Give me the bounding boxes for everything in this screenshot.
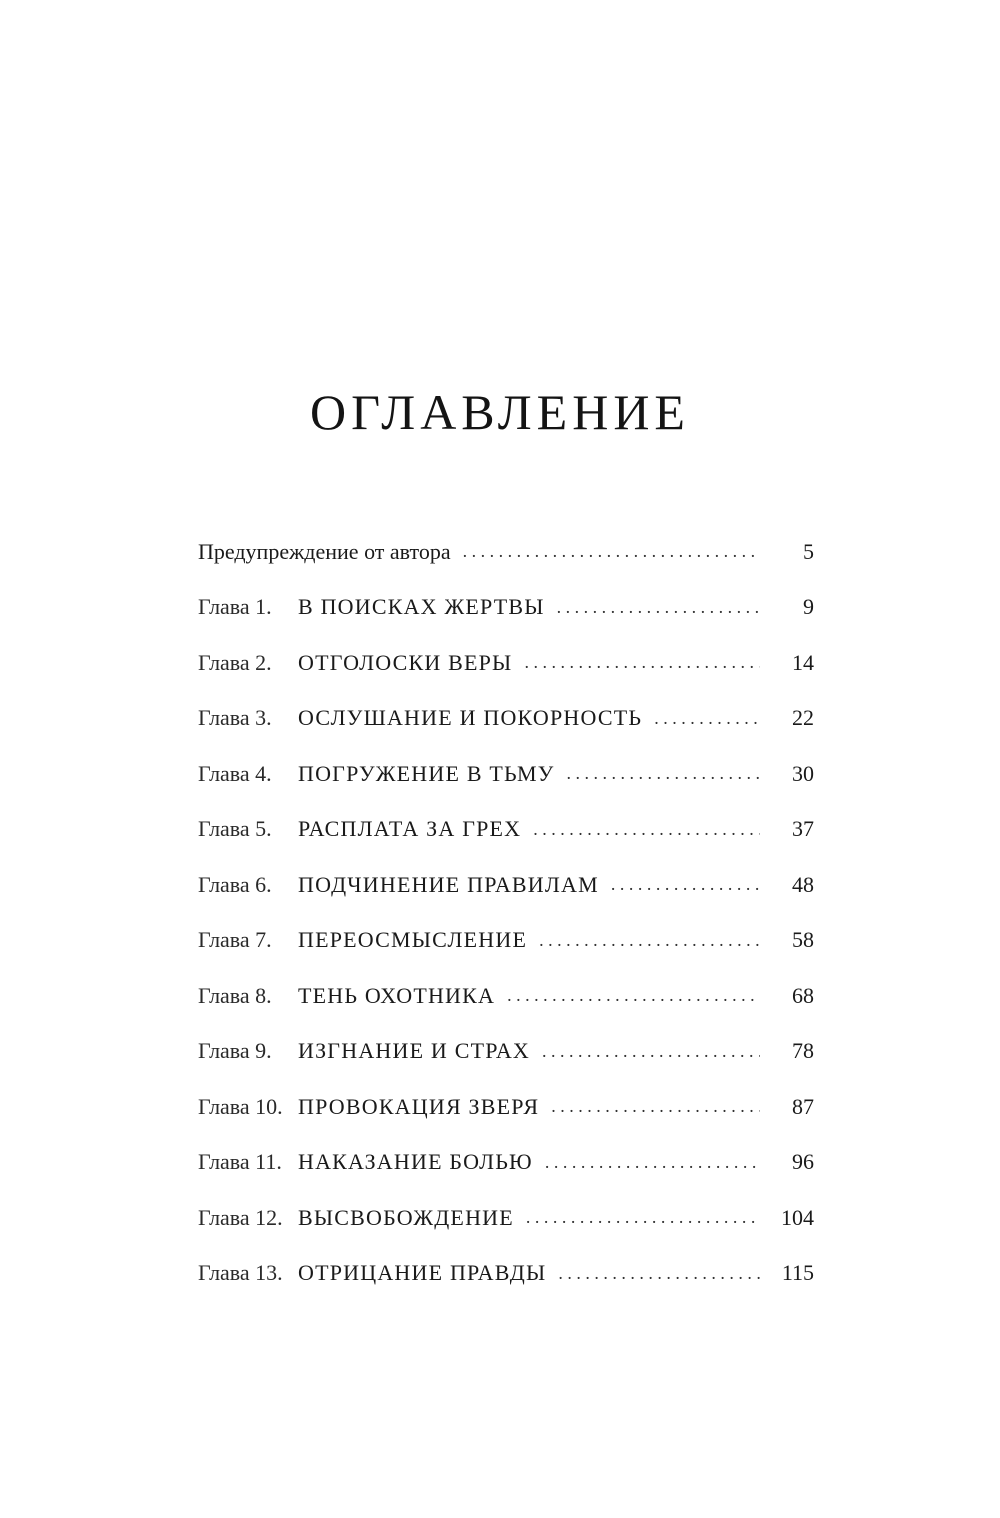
toc-row-chapter[interactable] [198,635,814,691]
page-number: 14 [792,649,814,675]
toc-row-chapter[interactable] [198,968,814,1024]
dot-leader [539,930,760,951]
chapter-label: Глава 10. [198,1093,283,1119]
chapter-title: ТЕНЬ ОХОТНИКА [298,982,496,1008]
page-number: 115 [781,1260,814,1286]
toc-row-chapter[interactable] [198,691,814,747]
page-number: 58 [792,927,814,953]
toc-entry [198,1038,774,1064]
page-number: 37 [792,816,814,842]
dot-leader [551,1096,760,1117]
chapter-title: ОСЛУШАНИЕ И ПОКОРНОСТЬ [298,705,643,731]
chapter-title: РАСПЛАТА ЗА ГРЕХ [298,816,522,842]
toc-row-chapter[interactable] [198,857,814,913]
toc-row-preface[interactable] [198,524,814,580]
toc-entry [198,1205,774,1231]
chapter-title: НАКАЗАНИЕ БОЛЬЮ [298,1149,533,1175]
page-number: 78 [792,1038,814,1064]
toc-entry [198,539,774,565]
page-number: 30 [792,760,814,786]
chapter-title: ПОДЧИНЕНИЕ ПРАВИЛАМ [298,871,599,897]
toc-entry [198,927,774,953]
page-number: 22 [792,705,814,731]
chapter-title: ПРОВОКАЦИЯ ЗВЕРЯ [298,1093,540,1119]
chapter-title: ИЗГНАНИЕ И СТРАХ [298,1038,531,1064]
dot-leader [507,985,760,1006]
toc-entry [198,650,774,676]
toc-row-chapter[interactable] [198,1135,814,1191]
preface-title: Предупреждение от автора [198,538,451,564]
chapter-title: ПОГРУЖЕНИЕ В ТЬМУ [298,760,555,786]
toc-entry [198,872,774,898]
dot-leader [526,1207,760,1228]
toc-row-chapter[interactable] [198,1024,814,1080]
toc-entry [198,1149,774,1175]
chapter-label: Глава 9. [198,1038,272,1064]
chapter-title: ВЫСВОБОЖДЕНИЕ [298,1204,514,1230]
dot-leader [545,1152,760,1173]
toc-row-chapter[interactable] [198,580,814,636]
page-number: 104 [781,1204,814,1230]
page-number: 96 [792,1149,814,1175]
toc-entry [198,816,774,842]
dot-leader [611,874,760,895]
chapter-label: Глава 5. [198,816,272,842]
toc-entry [198,1260,774,1286]
chapter-label: Глава 3. [198,705,272,731]
toc-row-chapter[interactable] [198,1079,814,1135]
chapter-title: ОТГОЛОСКИ ВЕРЫ [298,649,513,675]
dot-leader [463,541,760,562]
page-number: 5 [803,538,814,564]
toc-row-chapter[interactable] [198,1190,814,1246]
dot-leader [558,1263,760,1284]
chapter-title: ПЕРЕОСМЫСЛЕНИЕ [298,927,528,953]
toc-row-chapter[interactable] [198,746,814,802]
chapter-label: Глава 4. [198,760,272,786]
toc-row-chapter[interactable] [198,913,814,969]
toc-row-chapter[interactable] [198,802,814,858]
page-number: 48 [792,871,814,897]
table-of-contents [198,524,814,1301]
toc-entry [198,594,774,620]
chapter-label: Глава 7. [198,927,272,953]
toc-entry [198,1094,774,1120]
dot-leader [654,708,760,729]
chapter-label: Глава 8. [198,982,272,1008]
chapter-label: Глава 11. [198,1149,282,1175]
toc-entry [198,705,774,731]
chapter-title: В ПОИСКАХ ЖЕРТВЫ [298,594,545,620]
dot-leader [542,1041,760,1062]
dot-leader [533,819,760,840]
chapter-label: Глава 2. [198,649,272,675]
toc-entry [198,761,774,787]
toc-entry [198,983,774,1009]
chapter-label: Глава 12. [198,1204,283,1230]
chapter-label: Глава 6. [198,871,272,897]
chapter-label: Глава 13. [198,1260,283,1286]
dot-leader [567,763,760,784]
page-number: 87 [792,1093,814,1119]
page-title: ОГЛАВЛЕНИЕ [310,384,690,440]
dot-leader [557,597,760,618]
chapter-title: ОТРИЦАНИЕ ПРАВДЫ [298,1260,547,1286]
page-number: 9 [803,594,814,620]
toc-row-chapter[interactable] [198,1246,814,1302]
page-number: 68 [792,982,814,1008]
dot-leader [524,652,760,673]
chapter-label: Глава 1. [198,594,272,620]
